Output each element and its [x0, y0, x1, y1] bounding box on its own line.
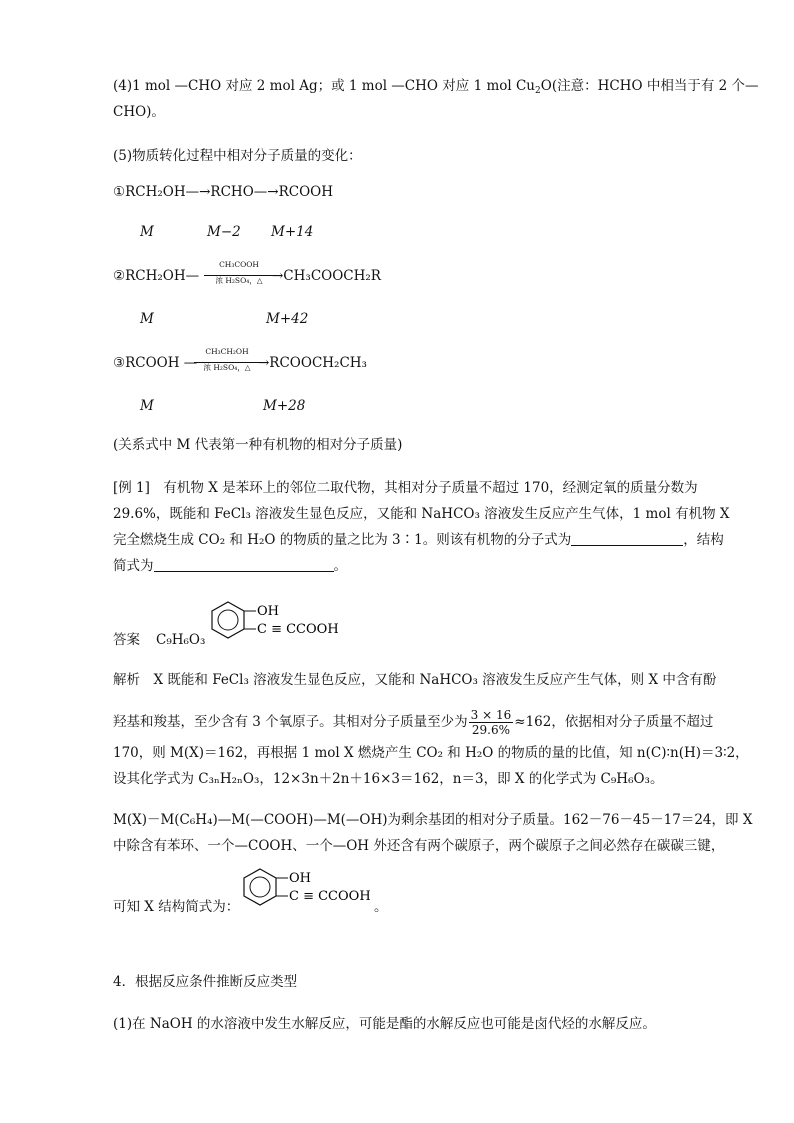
analysis-line-6: 中除含有苯环、一个—COOH、一个—OH 外还含有两个碳原子，两个碳原子之间必然存在碳碳三键，	[113, 838, 725, 854]
reaction-1: ①RCH₂OH—→RCHO—→RCOOH	[113, 184, 333, 200]
reaction-3-arrow	[194, 362, 260, 363]
r1-mass-3: M+14	[271, 224, 314, 240]
section-4-title: 4．根据反应条件推断反应类型	[113, 974, 298, 990]
aromatic-circle	[218, 610, 238, 630]
example-line-4: 简式为 。	[113, 558, 347, 574]
p4-line2: CHO)。	[113, 104, 165, 120]
chain-label: C ≡ CCOOH	[257, 622, 339, 637]
aromatic-circle	[250, 877, 270, 897]
r1-mass-2: M−2	[207, 224, 241, 240]
reaction-2-condition-below: 浓 H₂SO₄，△	[215, 276, 263, 285]
analysis-line-3: 170，则 M(X)＝162，再根据 1 mol X 燃烧产生 CO₂ 和 H₂O 的物质的量的比值，知 n(C)∶n(H)＝3∶2，	[113, 745, 749, 761]
oh-label: OH	[257, 604, 279, 619]
analysis-line-1: 解析 X 既能和 FeCl₃ 溶液发生显色反应，又能和 NaHCO₃ 溶液发生反应产生气体，则 X 中含有酚	[113, 672, 717, 688]
r2-mass-1: M	[140, 311, 154, 327]
p5-note: (关系式中 M 代表第一种有机物的相对分子质量)	[113, 437, 403, 453]
benzene-ring	[212, 602, 244, 638]
example-line-1: [例 1] 有机物 X 是苯环上的邻位二取代物，其相对分子质量不超过 170，经测定氧的质量分数为	[113, 480, 698, 496]
analysis-line-7a: 可知 X 结构简式为：	[113, 899, 240, 915]
analysis-line-5: M(X)－M(C₆H₄)—M(—COOH)—M(—OH)为剩余基团的相对分子质量。162－76－45－17＝24，即 X	[113, 812, 753, 828]
reaction-3-rhs: →RCOOCH₂CH₃	[258, 355, 367, 371]
r1-mass-1: M	[140, 224, 154, 240]
p5-title: (5)物质转化过程中相对分子质量的变化：	[113, 148, 362, 164]
example-line-3: 完全燃烧生成 CO₂ 和 H₂O 的物质的量之比为 3∶1。则该有机物的分子式为 ，结构	[113, 532, 724, 548]
p4-line1: (4)1 mol —CHO 对应 2 mol Ag；或 1 mol —CHO 对应 1 mol $Cu_2O$(注意：HCHO 中相当于有 2 个—	[113, 78, 759, 96]
fraction: $\frac{3 \times 16}{29.6\%}$	[470, 708, 512, 737]
reaction-2-lhs: ②RCH₂OH—	[113, 268, 200, 284]
benzene-ring	[244, 869, 276, 905]
analysis-line-2: 羟基和羧基，至少含有 3 个氧原子。其相对分子质量至少为 $\frac{3 \times 16}{29.6\%}$ ≈162，依据相对分子质量不超过	[113, 708, 714, 737]
reaction-2-arrow	[204, 275, 274, 276]
answer-formula: C₉H₆O₃	[156, 632, 206, 648]
chain-label: C ≡ CCOOH	[289, 889, 371, 904]
reaction-2-rhs: →CH₃COOCH₂R	[272, 268, 381, 284]
reaction-3-lhs: ③RCOOH —	[113, 355, 198, 371]
analysis-structure	[242, 865, 377, 911]
formula-blank[interactable]	[571, 531, 683, 546]
reaction-3-condition-above: CH₃CH₂OH	[205, 347, 249, 356]
r3-mass-1: M	[140, 398, 154, 414]
example-line-2: 29.6%，既能和 FeCl₃ 溶液发生显色反应，又能和 NaHCO₃ 溶液发生反应产生气体，1 mol 有机物 X	[113, 506, 730, 522]
reaction-3-condition-below: 浓 H₂SO₄，△	[203, 363, 251, 372]
structure-blank[interactable]	[154, 557, 334, 572]
oh-label: OH	[289, 871, 311, 886]
analysis-line-7b: 。	[374, 899, 388, 915]
analysis-line-4: 设其化学式为 C₃ₙH₂ₙO₃，12×3n＋2n＋16×3＝162，n＝3，即 X 的化学式为 C₉H₆O₃。	[113, 771, 664, 787]
r2-mass-2: M+42	[266, 311, 309, 327]
reaction-2-condition-above: CH₃COOH	[219, 260, 259, 269]
answer-label: 答案	[113, 632, 140, 648]
section-4-p1: (1)在 NaOH 的水溶液中发生水解反应，可能是酯的水解反应也可能是卤代烃的水解反应。	[113, 1016, 656, 1032]
answer-structure	[210, 598, 360, 646]
r3-mass-2: M+28	[263, 398, 306, 414]
